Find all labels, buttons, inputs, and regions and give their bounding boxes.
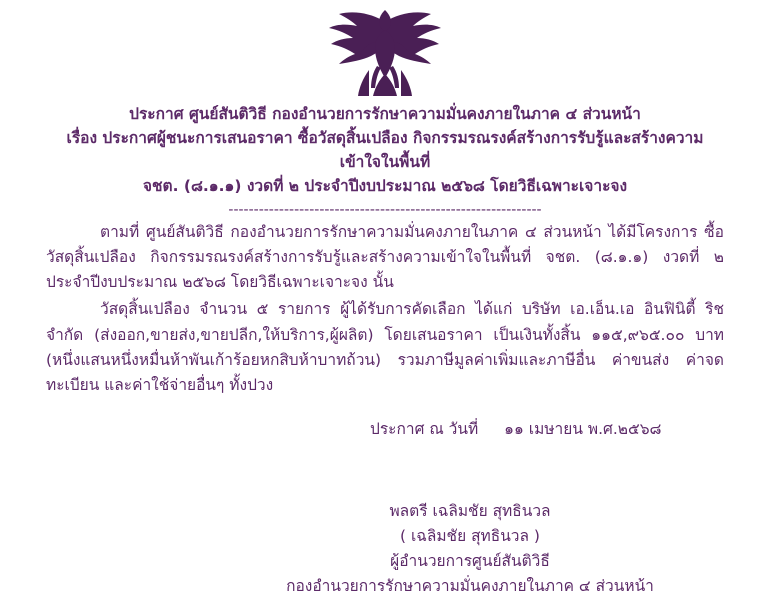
- emblem-container: [40, 8, 730, 100]
- date-day: ๑๑: [504, 419, 524, 438]
- signature-block: [40, 499, 730, 599]
- heading-line-3: จชต. (๘.๑.๑) งวดที่ ๒ ประจำปีงบประมาณ ๒๕๖๘ โดยวิธีเฉพาะเจาะจง: [142, 177, 628, 196]
- date-year: พ.ศ.๒๕๖๘: [587, 419, 662, 438]
- signer-rank-name: พลตรี เฉลิมชัย สุทธินวล: [389, 501, 551, 520]
- signer-name-parenthetical: ( เฉลิมชัย สุทธินวล ): [400, 526, 540, 545]
- divider: --------------------------------------------------------------: [228, 202, 542, 219]
- heading-line-1: ประกาศ ศูนย์สันติวิธี กองอำนวยการรักษาความมั่นคงภายในภาค ๔ ส่วนหน้า: [129, 105, 641, 123]
- garuda-emblem-icon: [325, 8, 445, 96]
- signer-position-line-2: กองอำนวยการรักษาความมั่นคงภายในภาค ๔ ส่วนหน้า: [286, 577, 654, 596]
- date-prefix: ประกาศ ณ วันที่: [370, 419, 479, 438]
- paragraph-1: ตามที่ ศูนย์สันติวิธี กองอำนวยการรักษาความมั่นคงภายในภาค ๔ ส่วนหน้า ได้มีโครงการ ซื้อวัสดุสิ้นเปลือง กิจกรรมรณรงค์สร้างการรับรู้และสร้างความเข้าใจในพื้นที่ จชต. (๘.๑.๑) งวดที่ ๒ ประจำปีงบประมาณ ๒๕๖๘ โดยวิธีเฉพาะเจาะจง นั้น: [46, 223, 724, 292]
- document-body: [46, 220, 724, 398]
- document-heading: [46, 102, 724, 198]
- announcement-date: [40, 416, 730, 441]
- paragraph-2: วัสดุสิ้นเปลือง จำนวน ๕ รายการ ผู้ได้รับการคัดเลือก ได้แก่ บริษัท เอ.เอ็น.เอ อินฟินิตี้ ริช จำกัด (ส่งออก,ขายส่ง,ขายปลีก,ให้บริการ,ผู้ผลิต) โดยเสนอราคา เป็นเงินทั้งสิ้น ๑๑๕,๙๖๕.๐๐ บาท (หนึ่งแสนหนึ่งหมื่นห้าพันเก้าร้อยหกสิบห้าบาทถ้วน) รวมภาษีมูลค่าเพิ่มและภาษีอื่น ค่าขนส่ง ค่าจดทะเบียน และค่าใช้จ่ายอื่นๆ ทั้งปวง: [46, 300, 724, 394]
- heading-line-2: เรื่อง ประกาศผู้ชนะการเสนอราคา ซื้อวัสดุสิ้นเปลือง กิจกรรมรณรงค์สร้างการรับรู้และสร้างความเข้าใจในพื้นที่: [66, 129, 704, 172]
- date-month: เมษายน: [528, 419, 583, 438]
- signer-position-line-1: ผู้อำนวยการศูนย์สันติวิธี: [390, 552, 550, 571]
